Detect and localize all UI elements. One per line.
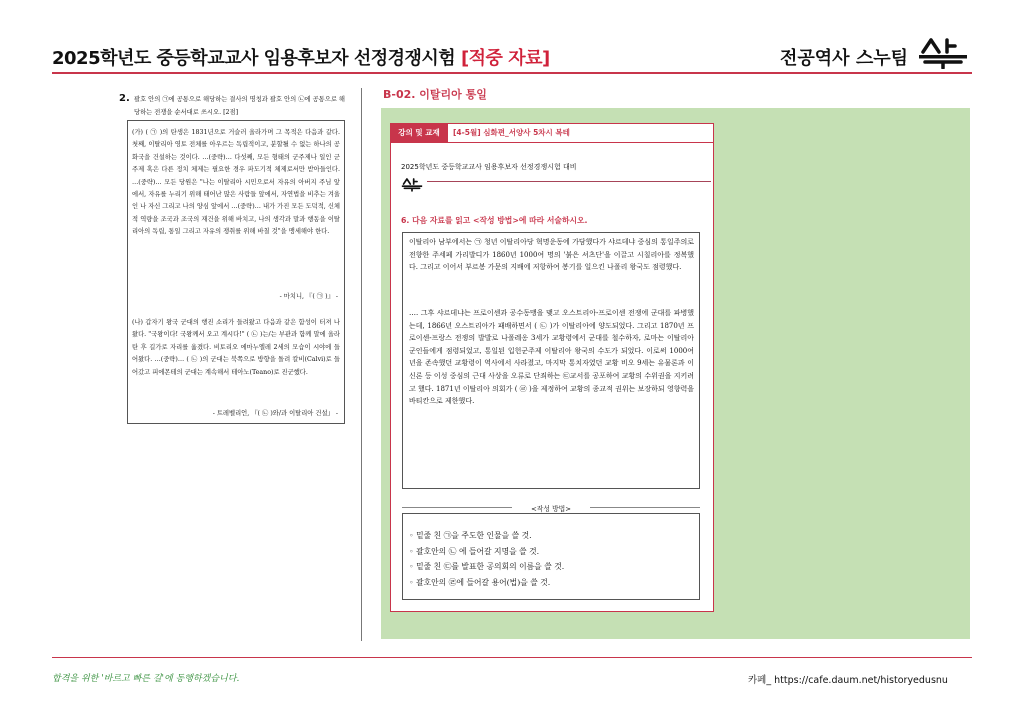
card-rule — [391, 142, 713, 143]
source-citation-ga: - 마치니, 『( ㉠ )』 - — [279, 293, 338, 300]
question-number: 2. — [119, 93, 130, 104]
brand-logo — [917, 37, 969, 69]
section-title: B-02. 이탈리아 통일 — [383, 88, 487, 101]
passage-box — [402, 232, 700, 489]
page-title — [52, 44, 550, 70]
question-6-title: 6. 다음 자료를 읽고 <작성 방법>에 따라 서술하시오. — [401, 216, 588, 225]
exam-title: 2025학년도 중등학교교사 임용후보자 선정경쟁시험 — [52, 48, 456, 69]
method-box — [402, 513, 700, 600]
material-tag: [적중 자료] — [460, 48, 550, 69]
subtitle-rule — [427, 181, 711, 182]
method-item: ◦ 괄호안의 ㉡ 에 들어갈 지명을 쓸 것. — [409, 546, 540, 556]
passage-paragraph-1: 이탈리아 남부에서는 ㉠ 청년 이탈리아당 혁명운동에 가담했다가 샤르데냐 중심의 통일주의로 전향한 주세페 가리발디가 1860년 1000여 명의 '붉은 셔츠단'을 이끌고 시칠리아를 정복했다. 그리고 이어서 부르봉 가문의 지배에 저항하여 봉기를 일으킨 나폴리 왕국도 점령했다. — [409, 238, 694, 272]
method-item: ◦ 괄호안의 ㉣에 들어갈 용어(법)을 쓸 것. — [409, 577, 551, 587]
brand-name: 전공역사 스누팀 — [780, 48, 908, 69]
column-divider — [361, 88, 362, 641]
method-item: ◦ 밑줄 친 ㉢를 발표한 공의회의 이름을 쓸 것. — [409, 562, 565, 571]
snu-logo-icon — [917, 37, 969, 69]
snu-logo-icon — [401, 177, 423, 192]
card-tab-label: 강의 및 교재 — [390, 123, 448, 142]
source-paragraph-ga: (가) ( ㉠ )의 탄생은 1831년으로 거슬러 올라가며 그 목적은 다음과 같다. 첫째, 이탈리아 영토 전체를 아우르는 독립적이고, 분할될 수 없는 하나의 공화국을 건설하는 것이다. …(중략)… 다섯째, 모든 형태의 군주제나 일인 군주제 혹은 다른 정치 체제는 필요한 경우 파도기적 체제로서만 받아들인다. …(중략)… 모든 당원은 "나는 이탈리아 시민으로서 자유의 아버지 주님 앞에서, 자유를 누리기 위해 태어난 많은 사람들 앞에서, 자연법을 비추는 겨울인 나 자신 그리고 나의 양심 앞에서 …(중략)… 내가 가진 모든 도덕적, 신체적 역량을 조국과 조국의 재건을 위해 바치고, 나의 생각과 말과 행동을 이탈리아의 독립, 통일 그리고 자유의 쟁취를 위해 바칠 것"을 맹세해야 한다. — [132, 129, 340, 236]
passage-paragraph-2: …. 그후 샤르데냐는 프로이센과 공수동맹을 맺고 오스트리아-프로이센 전쟁에 군대를 파병했는데, 1866년 오스트리아가 패배하면서 ( ㉡ )가 이탈리아에 양도되었다. 그리고 1870년 프로이센-프랑스 전쟁의 발발로 나폴레옹 3세가 교황령에서 군대를 철수하자, 로마는 이탈리아 군인들에게 점령되었고, 통일된 입헌군주제 이탈리아 왕국의 수도가 되었다. 이로써 1000여 년을 존속했던 교황령이 역사에서 사라졌고, 마지막 통치자였던 교황 비오 9세는 유물론과 이신론 등 이성 중심의 근대 사상을 오류로 단죄하는 ㉢교서를 공포하여 교황의 수위권을 지키려고 했다. 1871년 이탈리아 의회가 ( ㉣ )을 제정하여 교황의 종교적 권위는 보장하되 영향력을 바티칸으로 제한했다. — [409, 309, 694, 406]
source-paragraph-na: (나) 갑자기 왕국 군대의 행진 소리가 들려왔고 다음과 같은 함성이 터져 나왔다. "국왕이다! 국왕께서 오고 계시다!" ( ㉡ )는/는 부관과 함께 말에 올라탄 후 길가로 자리를 옮겼다. 비토리오 에마누엘레 2세의 모습이 시야에 들어왔다. …(중략)… ( ㉡ )의 군대는 북쪽으로 방향을 돌려 칼비(Calvi)로 들어갔고 피에몬테의 군대는 계속해서 테아노(Teano)로 진군했다. — [132, 319, 340, 376]
method-item: ◦ 밑줄 친 ㉠을 주도한 인물을 쓸 것. — [409, 531, 532, 540]
footer-slogan: 합격을 위한 '바르고 빠른 길'에 동행하겠습니다. — [52, 674, 240, 684]
method-heading: <작성 방법> — [531, 505, 571, 513]
question-prompt: 괄호 안의 ㉠에 공통으로 해당하는 결사의 명칭과 괄호 안의 ㉡에 공통으로 해당하는 전쟁을 순서대로 쓰시오. [2점] — [134, 96, 346, 116]
header-rule — [52, 72, 972, 74]
cafe-label: 카페_ — [748, 675, 772, 686]
footer-cafe — [748, 672, 948, 686]
footer-rule — [52, 657, 972, 658]
cafe-link[interactable]: https://cafe.daum.net/historyedusnu — [774, 675, 948, 686]
exam-subtitle: 2025학년도 중등학교교사 임용후보자 선정경쟁시험 대비 — [401, 163, 577, 171]
small-logo — [401, 177, 423, 192]
source-citation-na: - 트레벨리언, 『( ㉡ )와/과 이탈리아 건설』 - — [212, 410, 338, 417]
card-topic: [4-5월] 심화편_서양사 5차시 복테 — [453, 128, 570, 137]
question-source-box — [127, 120, 345, 424]
